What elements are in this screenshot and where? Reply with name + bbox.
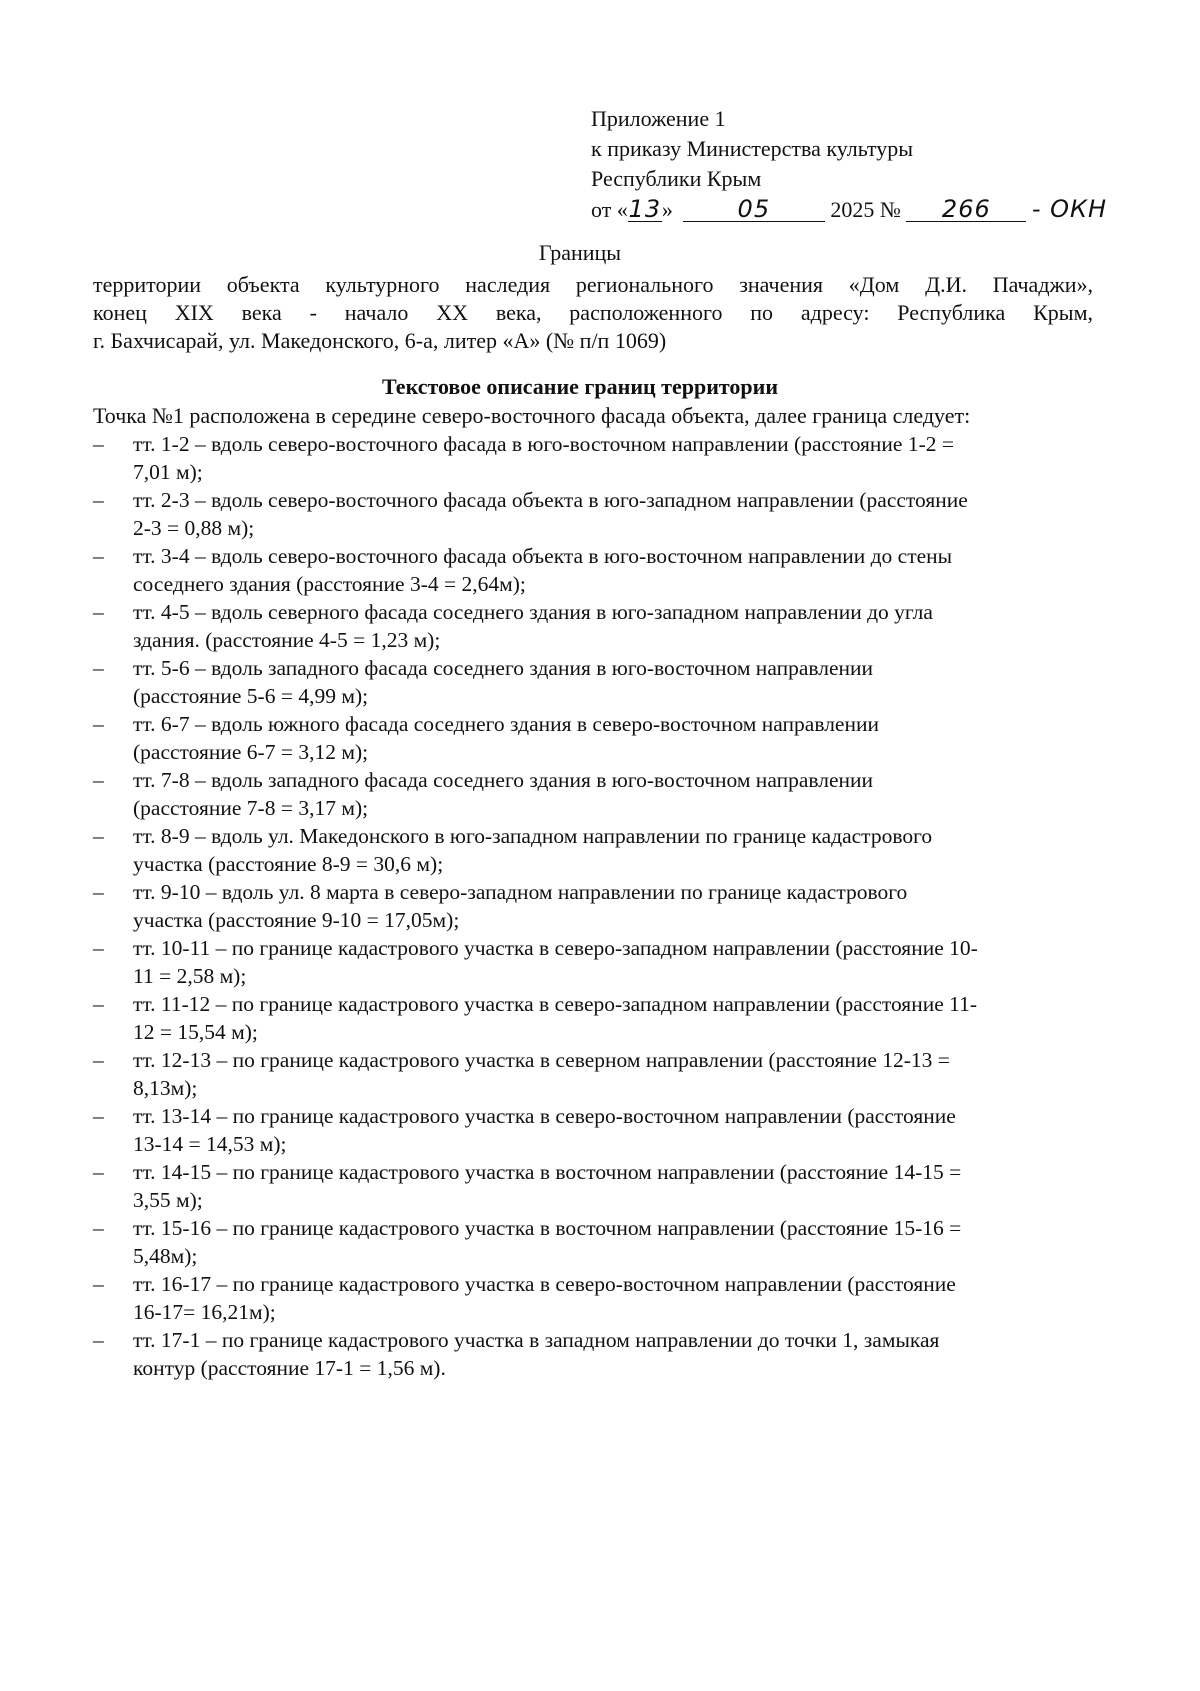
dash-bullet: –	[93, 712, 104, 736]
subtitle-line: г. Бахчисарай, ул. Македонского, 6-а, литер «А» (№ п/п 1069)	[93, 328, 667, 353]
list-item	[93, 654, 1113, 710]
point-text-line: тт. 17-1 – по границе кадастрового участка в западном направлении до точки 1, замыкая	[133, 1328, 940, 1352]
dash-bullet: –	[93, 880, 104, 904]
point-text-line: 13-14 = 14,53 м);	[133, 1132, 287, 1156]
dash-bullet: –	[93, 656, 104, 680]
dash-bullet: –	[93, 1160, 104, 1184]
point-text-line: тт. 10-11 – по границе кадастрового участка в северо-западном направлении (расстояние 10-	[133, 936, 978, 960]
dash-bullet: –	[93, 1104, 104, 1128]
appendix-order-ref: к приказу Министерства культуры	[591, 136, 914, 161]
point-text-line: соседнего здания (расстояние 3-4 = 2,64м);	[133, 572, 526, 596]
point-text-line: тт. 16-17 – по границе кадастрового участка в северо-восточном направлении (расстояние	[133, 1272, 956, 1296]
dash-bullet: –	[93, 992, 104, 1016]
point-text-line: тт. 11-12 – по границе кадастрового участка в северо-западном направлении (расстояние 11-	[133, 992, 977, 1016]
point-text-line: тт. 3-4 – вдоль северо-восточного фасада объекта в юго-восточном направлении до стены	[133, 544, 953, 568]
point-text-line: 16-17= 16,21м);	[133, 1300, 276, 1324]
appendix-header	[591, 104, 1111, 225]
point-text-line: 8,13м);	[133, 1076, 198, 1100]
dash-bullet: –	[93, 600, 104, 624]
list-item	[93, 598, 1113, 654]
list-item	[93, 542, 1113, 598]
subtitle-line: территории объекта культурного наследия регионального значения «Дом Д.И. Пачаджи»,	[93, 272, 1093, 297]
date-prefix: от «	[591, 197, 628, 222]
point-text-line: тт. 12-13 – по границе кадастрового участка в северном направлении (расстояние 12-13 =	[133, 1048, 950, 1072]
point-text-line: 7,01 м);	[133, 460, 203, 484]
dash-bullet: –	[93, 432, 104, 456]
point-text-line: 5,48м);	[133, 1244, 198, 1268]
point-text-line: участка (расстояние 9-10 = 17,05м);	[133, 908, 460, 932]
point-text-line: 2-3 = 0,88 м);	[133, 516, 255, 540]
document-subtitle	[93, 271, 1093, 355]
point-text-line: тт. 15-16 – по границе кадастрового участка в восточном направлении (расстояние 15-16 =	[133, 1216, 962, 1240]
point-text-line: тт. 14-15 – по границе кадастрового участка в восточном направлении (расстояние 14-15 =	[133, 1160, 962, 1184]
point-text-line: тт. 5-6 – вдоль западного фасада соседнего здания в юго-восточном направлении	[133, 656, 874, 680]
point-text-line: тт. 9-10 – вдоль ул. 8 марта в северо-западном направлении по границе кадастрового	[133, 880, 908, 904]
point-text-line: тт. 1-2 – вдоль северо-восточного фасада в юго-восточном направлении (расстояние 1-2 =	[133, 432, 955, 456]
list-item	[93, 1214, 1113, 1270]
point-text-line: тт. 8-9 – вдоль ул. Македонского в юго-западном направлении по границе кадастрового	[133, 824, 933, 848]
list-item	[93, 1102, 1113, 1158]
list-item	[93, 1046, 1113, 1102]
point-text-line: участка (расстояние 8-9 = 30,6 м);	[133, 852, 444, 876]
dash-bullet: –	[93, 824, 104, 848]
dash-bullet: –	[93, 544, 104, 568]
dash-bullet: –	[93, 1216, 104, 1240]
point-text-line: 12 = 15,54 м);	[133, 1020, 258, 1044]
list-item	[93, 486, 1113, 542]
point-text-line: тт. 2-3 – вдоль северо-восточного фасада объекта в юго-западном направлении (расстояние	[133, 488, 968, 512]
list-item	[93, 1326, 1113, 1382]
point-text-line: здания. (расстояние 4-5 = 1,23 м);	[133, 628, 441, 652]
list-item	[93, 1270, 1113, 1326]
list-item	[93, 1158, 1113, 1214]
list-item	[93, 430, 1113, 486]
point-text-line: 3,55 м);	[133, 1188, 203, 1212]
handwritten-month: 05	[683, 197, 825, 222]
point-text-line: (расстояние 6-7 = 3,12 м);	[133, 740, 369, 764]
point-text-line: (расстояние 7-8 = 3,17 м);	[133, 796, 369, 820]
point-text-line: (расстояние 5-6 = 4,99 м);	[133, 684, 369, 708]
date-close: »	[661, 197, 673, 222]
list-item	[93, 878, 1113, 934]
point-text-line: тт. 4-5 – вдоль северного фасада соседнего здания в юго-западном направлении до угла	[133, 600, 933, 624]
point-text-line: тт. 7-8 – вдоль западного фасада соседнего здания в юго-восточном направлении	[133, 768, 874, 792]
list-item	[93, 822, 1113, 878]
intro-paragraph: Точка №1 расположена в середине северо-восточного фасада объекта, далее граница следует:	[93, 403, 971, 428]
appendix-region: Республики Крым	[591, 166, 762, 191]
handwritten-day: 13	[628, 195, 662, 223]
point-text-line: тт. 6-7 – вдоль южного фасада соседнего здания в северо-восточном направлении	[133, 712, 879, 736]
dash-bullet: –	[93, 1328, 104, 1352]
document-title: Границы	[538, 240, 622, 265]
list-item	[93, 934, 1113, 990]
list-item	[93, 710, 1113, 766]
dash-bullet: –	[93, 768, 104, 792]
appendix-date-line	[591, 194, 1111, 225]
list-item	[93, 990, 1113, 1046]
list-item	[93, 766, 1113, 822]
order-year: 2025 №	[830, 197, 901, 222]
dash-bullet: –	[93, 936, 104, 960]
handwritten-order-suffix: - ОКН	[1031, 195, 1108, 223]
boundary-points-list	[93, 430, 1113, 1382]
dash-bullet: –	[93, 488, 104, 512]
subtitle-line: конец XIX века - начало XX века, расположенного по адресу: Республика Крым,	[93, 300, 1093, 325]
section-title: Текстовое описание границ территории	[381, 374, 779, 399]
appendix-label: Приложение 1	[591, 106, 726, 131]
point-text-line: тт. 13-14 – по границе кадастрового участка в северо-восточном направлении (расстояние	[133, 1104, 956, 1128]
point-text-line: 11 = 2,58 м);	[133, 964, 247, 988]
handwritten-order-number: 266	[906, 197, 1026, 222]
dash-bullet: –	[93, 1272, 104, 1296]
point-text-line: контур (расстояние 17-1 = 1,56 м).	[133, 1356, 446, 1380]
dash-bullet: –	[93, 1048, 104, 1072]
